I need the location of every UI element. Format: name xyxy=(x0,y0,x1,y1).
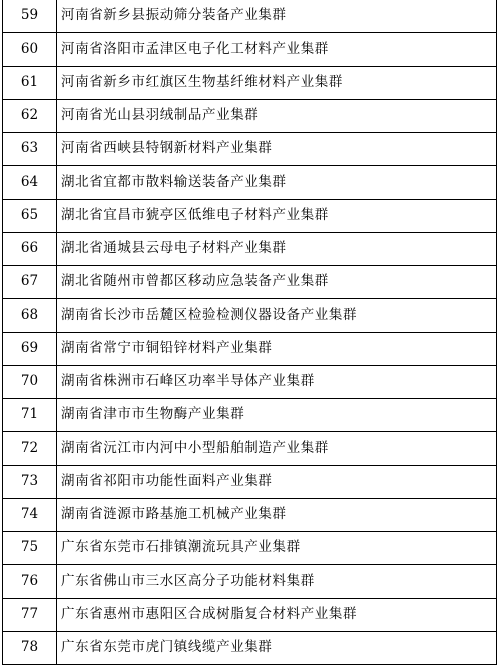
table-row xyxy=(3,332,497,365)
table-row xyxy=(3,99,497,132)
cluster-name: 河南省光山县羽绒制品产业集群 xyxy=(57,99,497,132)
row-number: 63 xyxy=(3,133,57,166)
cluster-name: 广东省东莞市虎门镇线缆产业集群 xyxy=(57,631,497,664)
table-row xyxy=(3,299,497,332)
row-number: 62 xyxy=(3,99,57,132)
row-number: 66 xyxy=(3,232,57,265)
cluster-name: 河南省新乡市红旗区生物基纤维材料产业集群 xyxy=(57,66,497,99)
table-body xyxy=(3,0,497,665)
table-row xyxy=(3,33,497,66)
row-number: 60 xyxy=(3,33,57,66)
table-row xyxy=(3,365,497,398)
row-number: 70 xyxy=(3,365,57,398)
table-row xyxy=(3,498,497,531)
row-number: 71 xyxy=(3,399,57,432)
table-row xyxy=(3,532,497,565)
row-number: 74 xyxy=(3,498,57,531)
table-row xyxy=(3,133,497,166)
cluster-name: 湖南省株洲市石峰区功率半导体产业集群 xyxy=(57,365,497,398)
row-number: 68 xyxy=(3,299,57,332)
table-row xyxy=(3,465,497,498)
cluster-name: 湖南省沅江市内河中小型船舶制造产业集群 xyxy=(57,432,497,465)
row-number: 61 xyxy=(3,66,57,99)
row-number: 77 xyxy=(3,598,57,631)
cluster-list-table xyxy=(2,0,497,665)
cluster-name: 河南省洛阳市孟津区电子化工材料产业集群 xyxy=(57,33,497,66)
table-row xyxy=(3,631,497,664)
table-row xyxy=(3,266,497,299)
table-row xyxy=(3,66,497,99)
table-row xyxy=(3,598,497,631)
cluster-name: 湖南省津市市生物酶产业集群 xyxy=(57,399,497,432)
cluster-name: 广东省佛山市三水区高分子功能材料集群 xyxy=(57,565,497,598)
table-row xyxy=(3,0,497,33)
cluster-name: 湖南省涟源市路基施工机械产业集群 xyxy=(57,498,497,531)
table-row xyxy=(3,432,497,465)
cluster-name: 河南省新乡县振动筛分装备产业集群 xyxy=(57,0,497,33)
row-number: 73 xyxy=(3,465,57,498)
cluster-name: 湖南省常宁市铜铅锌材料产业集群 xyxy=(57,332,497,365)
table-row xyxy=(3,166,497,199)
row-number: 67 xyxy=(3,266,57,299)
table-row xyxy=(3,199,497,232)
cluster-name: 河南省西峡县特钢新材料产业集群 xyxy=(57,133,497,166)
row-number: 78 xyxy=(3,631,57,664)
cluster-name: 广东省东莞市石排镇潮流玩具产业集群 xyxy=(57,532,497,565)
cluster-name: 湖南省长沙市岳麓区检验检测仪器设备产业集群 xyxy=(57,299,497,332)
row-number: 59 xyxy=(3,0,57,33)
table-row xyxy=(3,565,497,598)
row-number: 72 xyxy=(3,432,57,465)
row-number: 64 xyxy=(3,166,57,199)
cluster-name: 湖北省随州市曾都区移动应急装备产业集群 xyxy=(57,266,497,299)
cluster-name: 湖北省宜昌市猇亭区低维电子材料产业集群 xyxy=(57,199,497,232)
cluster-name: 湖北省宜都市散料输送装备产业集群 xyxy=(57,166,497,199)
cluster-name: 广东省惠州市惠阳区合成树脂复合材料产业集群 xyxy=(57,598,497,631)
row-number: 75 xyxy=(3,532,57,565)
table-row xyxy=(3,232,497,265)
cluster-name: 湖南省祁阳市功能性面料产业集群 xyxy=(57,465,497,498)
row-number: 65 xyxy=(3,199,57,232)
cluster-name: 湖北省通城县云母电子材料产业集群 xyxy=(57,232,497,265)
row-number: 76 xyxy=(3,565,57,598)
row-number: 69 xyxy=(3,332,57,365)
table-row xyxy=(3,399,497,432)
